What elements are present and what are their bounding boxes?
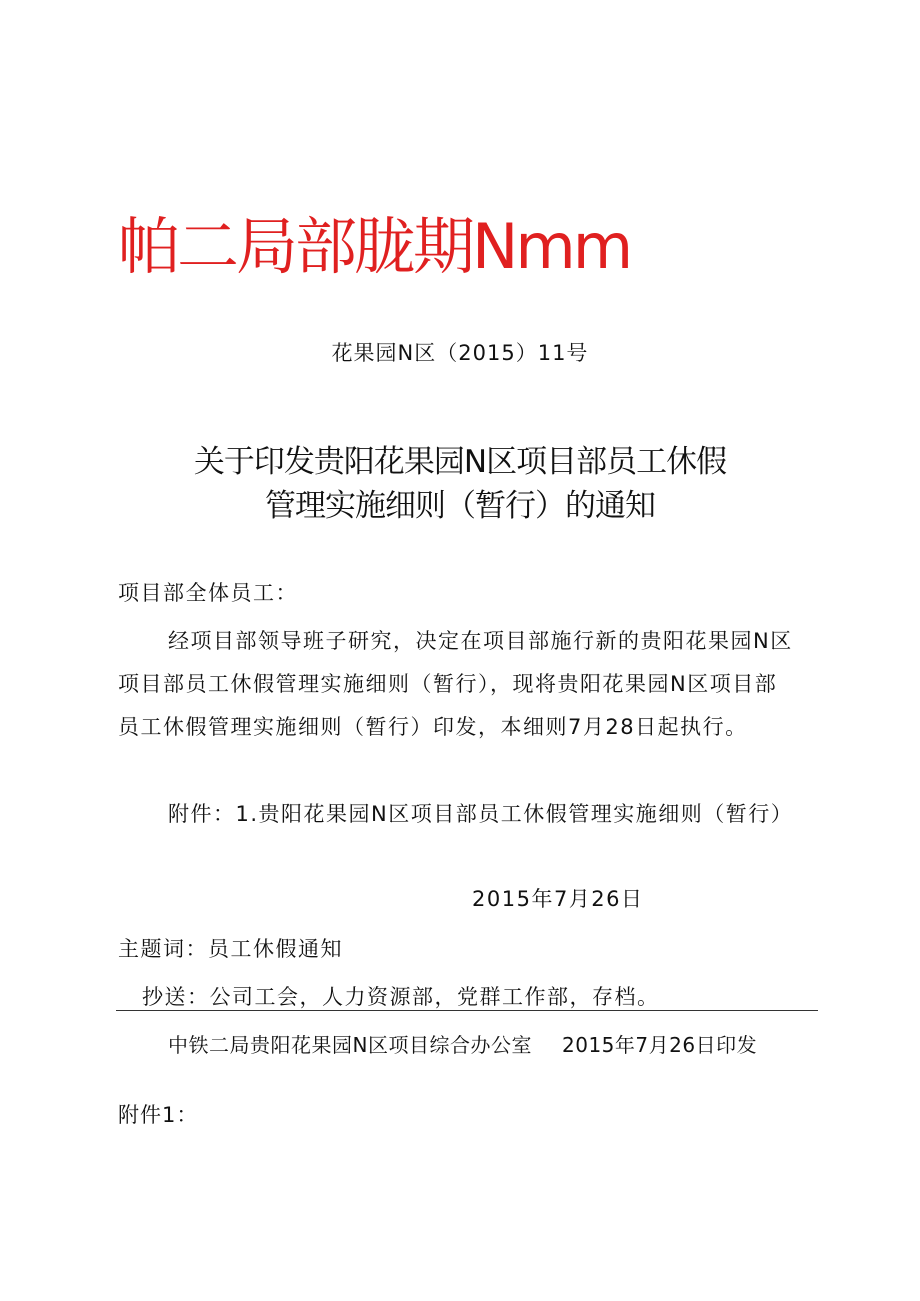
issue-date: 2015年7月26日印发 (562, 1033, 758, 1057)
body-text-line-1: 经项目部领导班子研究，决定在项目部施行新的贵阳花果园N区 (168, 629, 793, 653)
issuing-office: 中铁二局贵阳花果园N区项目综合办公室 (168, 1033, 532, 1057)
carbon-copy-list: 抄送：公司工会，人力资源部，党群工作部，存档。 (142, 985, 660, 1009)
subject-keywords: 主题词：员工休假通知 (118, 937, 343, 961)
divider-line (116, 1010, 818, 1011)
body-text-line-2: 项目部员工休假管理实施细则（暂行），现将贵阳花果园N区项目部 (118, 672, 778, 696)
body-text-line-3: 员工休假管理实施细则（暂行）印发，本细则7月28日起执行。 (118, 715, 748, 739)
document-number: 花果园N区（2015）11号 (331, 341, 589, 365)
letterhead: 帕二局部胧期Nmm (118, 210, 631, 283)
attachment-note: 附件：1.贵阳花果园N区项目部员工休假管理实施细则（暂行） (168, 802, 794, 826)
notice-title-line-2: 管理实施细则（暂行）的通知 (265, 488, 655, 524)
signing-date: 2015年7月26日 (472, 887, 644, 911)
annex-label: 附件1： (118, 1103, 199, 1127)
notice-title-line-1: 关于印发贵阳花果园N区项目部员工休假 (193, 444, 727, 480)
salutation: 项目部全体员工： (118, 581, 298, 605)
